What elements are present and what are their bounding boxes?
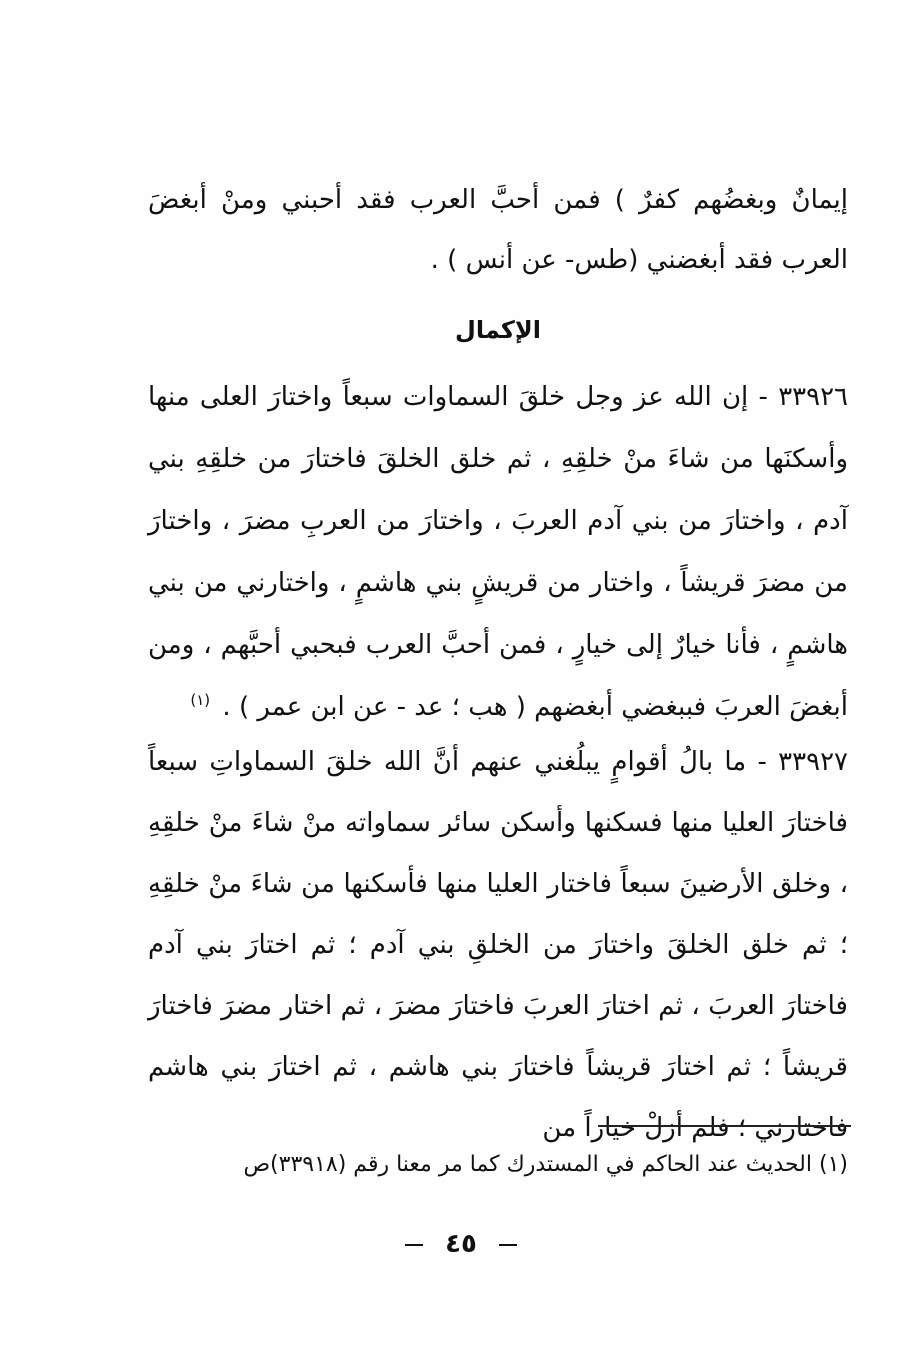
hadith-paragraph-1 xyxy=(148,366,848,738)
hadith-number: ٣٣٩٢٦ xyxy=(778,382,849,412)
page-number-dash xyxy=(499,1244,517,1246)
footnote-reference: (١) xyxy=(190,691,211,710)
hadith-separator: - xyxy=(746,747,767,777)
footnote: (١) الحديث عند الحاكم في المستدرك كما مر معنا رقم (٣٣٩١٨)ص xyxy=(243,1152,848,1177)
intro-paragraph: إيمانٌ وبغضُهم كفرٌ ) فمن أحبَّ العرب فقد أحبني ومنْ أبغضَ العرب فقد أبغضني (طس- عن أنس ) . xyxy=(148,185,848,275)
hadith-text: ما بالُ أقوامٍ يبلُغني عنهم أنَّ الله خلقَ السماواتِ سبعاً فاختارَ العليا منها فسكنها وأسكن سائر سماواته منْ شاءَ منْ خلقِهِ ، وخلق الأرضينَ سبعاً فاختار العليا منها فأسكنها من شاءَ منْ خلقِهِ ؛ ثم خلق الخلقَ واختارَ من الخلقِ بني آدم ؛ ثم اختارَ بني آدم فاختارَ العربَ ، ثم اختارَ العربَ فاختارَ مضرَ ، ثم اختار مضرَ فاختارَ قريشاً ؛ ثم اختارَ قريشاً فاختارَ بني هاشم ، ثم اختارَ بني هاشم فاختارني ؛ فلم أزلْ خياراً من xyxy=(148,747,848,1143)
section-heading: الإكمال xyxy=(455,316,541,344)
footnote-divider xyxy=(598,1125,851,1127)
page-number-dash xyxy=(405,1244,423,1246)
hadith-text: إن الله عز وجل خلقَ السماوات سبعاً واختارَ العلى منها وأسكنَها من شاءَ منْ خلقِهِ ، ثم خلق الخلقَ فاختارَ من خلقِهِ بني آدم ، واختارَ من بني آدم العربَ ، واختارَ من العربِ مضرَ ، واختارَ من مضرَ قريشاً ، واختار من قريشٍ بني هاشمٍ ، واختارني من بني هاشمٍ ، فأنا خيارٌ إلى خيارٍ ، فمن أحبَّ العرب فبحبي أحبَّهم ، ومن أبغضَ العربَ فببغضي أبغضهم ( هب ؛ عد - عن ابن عمر ) . xyxy=(148,382,848,722)
page-number: ٤٥ xyxy=(445,1229,477,1259)
hadith-separator: - xyxy=(748,382,768,412)
hadith-number: ٣٣٩٢٧ xyxy=(778,747,848,777)
page-number-line xyxy=(0,1224,922,1264)
hadith-paragraph-2 xyxy=(148,732,848,1159)
